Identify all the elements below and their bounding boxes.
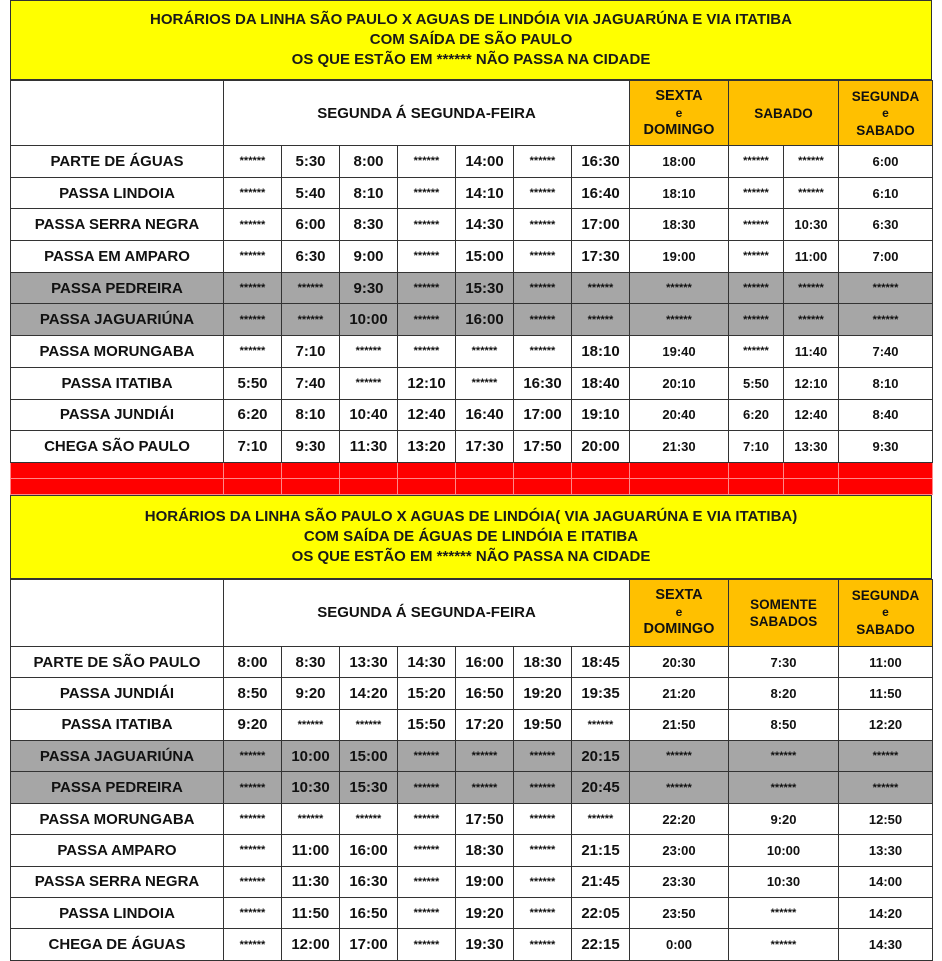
schedule-row: [11, 304, 933, 336]
time-cell: ******: [282, 272, 340, 304]
time-cell: ******: [729, 209, 784, 241]
time-cell: ******: [224, 241, 282, 273]
time-cell: 18:10: [572, 336, 630, 368]
hdr-text: DOMINGO: [643, 121, 715, 138]
time-cell: 11:00: [282, 835, 340, 866]
time-cell: 8:30: [340, 209, 398, 241]
time-cell: 20:45: [572, 772, 630, 803]
time-cell: ******: [514, 835, 572, 866]
time-cell: ******: [398, 146, 456, 178]
time-cell: 12:20: [839, 709, 933, 740]
hdr-text: e: [675, 105, 683, 120]
schedule-row: [11, 772, 933, 803]
time-cell: 10:30: [784, 209, 839, 241]
time-cell: ******: [224, 866, 282, 897]
stop-name: CHEGA DE ÁGUAS: [11, 929, 224, 960]
time-cell: 15:00: [456, 241, 514, 273]
stop-name: PASSA MORUNGABA: [11, 336, 224, 368]
time-cell: ******: [514, 741, 572, 772]
schedule-row: [11, 367, 933, 399]
time-cell: 14:00: [456, 146, 514, 178]
time-cell: ******: [224, 177, 282, 209]
time-cell: ******: [514, 336, 572, 368]
time-cell: 14:00: [839, 866, 933, 897]
time-cell: 18:40: [572, 367, 630, 399]
time-cell: 0:00: [630, 929, 729, 960]
time-cell: 10:30: [282, 772, 340, 803]
time-cell: 18:45: [572, 646, 630, 677]
time-cell: 10:00: [282, 741, 340, 772]
time-cell: ******: [224, 929, 282, 960]
stop-name: PASSA PEDREIRA: [11, 772, 224, 803]
time-cell: 14:30: [398, 646, 456, 677]
time-cell: 19:30: [456, 929, 514, 960]
time-cell: ******: [514, 177, 572, 209]
time-cell: 10:00: [729, 835, 839, 866]
time-cell: 18:30: [456, 835, 514, 866]
time-cell: 12:00: [282, 929, 340, 960]
time-cell: 18:30: [630, 209, 729, 241]
time-cell: 17:00: [514, 399, 572, 431]
time-cell: 19:35: [572, 678, 630, 709]
schedule-row: [11, 646, 933, 677]
time-cell: ******: [729, 272, 784, 304]
time-cell: ******: [398, 741, 456, 772]
time-cell: 21:30: [630, 431, 729, 463]
time-cell: 12:10: [398, 367, 456, 399]
time-cell: 16:40: [456, 399, 514, 431]
schedule-row: [11, 431, 933, 463]
time-cell: ******: [398, 866, 456, 897]
time-cell: 6:00: [282, 209, 340, 241]
time-cell: 20:10: [630, 367, 729, 399]
time-cell: 22:05: [572, 898, 630, 929]
time-cell: ******: [572, 709, 630, 740]
time-cell: 19:00: [630, 241, 729, 273]
time-cell: 8:00: [224, 646, 282, 677]
schedule-row: [11, 709, 933, 740]
time-cell: 8:40: [839, 399, 933, 431]
time-cell: 8:50: [224, 678, 282, 709]
top-header-friday-sunday: [630, 81, 729, 146]
time-cell: ******: [839, 272, 933, 304]
time-cell: 23:00: [630, 835, 729, 866]
time-cell: 6:10: [839, 177, 933, 209]
time-cell: 5:50: [224, 367, 282, 399]
stop-name: PASSA SERRA NEGRA: [11, 209, 224, 241]
time-cell: 16:30: [514, 367, 572, 399]
time-cell: 15:00: [340, 741, 398, 772]
time-cell: 13:20: [398, 431, 456, 463]
stop-name: PASSA LINDOIA: [11, 898, 224, 929]
time-cell: 8:10: [839, 367, 933, 399]
time-cell: 14:20: [340, 678, 398, 709]
schedule-row: [11, 678, 933, 709]
top-schedule-table: [10, 80, 933, 495]
time-cell: ******: [398, 336, 456, 368]
time-cell: ******: [398, 272, 456, 304]
time-cell: ******: [224, 272, 282, 304]
time-cell: ******: [572, 304, 630, 336]
time-cell: 17:00: [572, 209, 630, 241]
time-cell: 16:00: [456, 646, 514, 677]
time-cell: 19:10: [572, 399, 630, 431]
time-cell: 20:15: [572, 741, 630, 772]
time-cell: ******: [224, 772, 282, 803]
time-cell: 19:40: [630, 336, 729, 368]
time-cell: 7:30: [729, 646, 839, 677]
time-cell: ******: [729, 772, 839, 803]
time-cell: 16:30: [572, 146, 630, 178]
time-cell: ******: [398, 929, 456, 960]
time-cell: 11:30: [282, 866, 340, 897]
stop-name: PARTE DE SÃO PAULO: [11, 646, 224, 677]
hdr-text: SEXTA: [655, 87, 703, 104]
stop-name: CHEGA SÃO PAULO: [11, 431, 224, 463]
time-cell: ******: [398, 177, 456, 209]
time-cell: 14:20: [839, 898, 933, 929]
top-title-line-1: HORÁRIOS DA LINHA SÃO PAULO X AGUAS DE LINDÓIA VIA JAGUARÚNA E VIA ITATIBA: [150, 11, 792, 28]
time-cell: 13:30: [839, 835, 933, 866]
schedule-row: [11, 146, 933, 178]
time-cell: 5:30: [282, 146, 340, 178]
time-cell: 20:40: [630, 399, 729, 431]
time-cell: 15:30: [340, 772, 398, 803]
time-cell: ******: [340, 367, 398, 399]
stop-name: PASSA ITATIBA: [11, 709, 224, 740]
time-cell: ******: [224, 741, 282, 772]
time-cell: 20:00: [572, 431, 630, 463]
time-cell: 21:50: [630, 709, 729, 740]
hdr-text: e: [675, 605, 683, 620]
top-header-monday-saturday: [839, 81, 933, 146]
time-cell: 18:10: [630, 177, 729, 209]
hdr-text: SABADO: [856, 122, 915, 138]
schedule-row: [11, 741, 933, 772]
hdr-text: e: [882, 605, 889, 620]
time-cell: 16:00: [456, 304, 514, 336]
bottom-schedule-table: [10, 579, 933, 961]
top-header-weekday: SEGUNDA Á SEGUNDA-FEIRA: [224, 81, 630, 146]
schedule-document: [10, 0, 932, 961]
time-cell: ******: [630, 741, 729, 772]
time-cell: 9:20: [282, 678, 340, 709]
time-cell: 23:50: [630, 898, 729, 929]
time-cell: ******: [784, 304, 839, 336]
stop-name: PASSA AMPARO: [11, 835, 224, 866]
time-cell: 11:30: [340, 431, 398, 463]
time-cell: 12:40: [784, 399, 839, 431]
time-cell: ******: [282, 803, 340, 834]
schedule-row: [11, 866, 933, 897]
time-cell: ******: [224, 209, 282, 241]
time-cell: 21:20: [630, 678, 729, 709]
time-cell: ******: [282, 304, 340, 336]
hdr-text: SEGUNDA: [851, 588, 920, 604]
time-cell: ******: [398, 835, 456, 866]
time-cell: 7:40: [282, 367, 340, 399]
time-cell: ******: [729, 241, 784, 273]
time-cell: 8:30: [282, 646, 340, 677]
time-cell: ******: [729, 929, 839, 960]
time-cell: ******: [514, 241, 572, 273]
separator-row: [11, 462, 933, 478]
bottom-title-line-1: HORÁRIOS DA LINHA SÃO PAULO X AGUAS DE LINDÓIA( VIA JAGUARÚNA E VIA ITATIBA): [144, 507, 798, 525]
bottom-header-saturday: [729, 579, 839, 646]
schedule-row: [11, 272, 933, 304]
time-cell: 16:50: [456, 678, 514, 709]
stop-name: PASSA PEDREIRA: [11, 272, 224, 304]
time-cell: ******: [839, 741, 933, 772]
time-cell: 8:20: [729, 678, 839, 709]
time-cell: 19:20: [456, 898, 514, 929]
stop-name: PASSA SERRA NEGRA: [11, 866, 224, 897]
time-cell: ******: [224, 898, 282, 929]
time-cell: 11:50: [839, 678, 933, 709]
time-cell: 14:30: [456, 209, 514, 241]
time-cell: 11:00: [839, 646, 933, 677]
time-cell: ******: [839, 304, 933, 336]
time-cell: ******: [784, 177, 839, 209]
time-cell: 7:10: [729, 431, 784, 463]
time-cell: 17:30: [456, 431, 514, 463]
time-cell: 23:30: [630, 866, 729, 897]
time-cell: 8:10: [282, 399, 340, 431]
schedule-row: [11, 177, 933, 209]
time-cell: 17:50: [514, 431, 572, 463]
time-cell: ******: [456, 772, 514, 803]
time-cell: 22:15: [572, 929, 630, 960]
time-cell: ******: [630, 772, 729, 803]
top-title-line-2: COM SAÍDA DE SÃO PAULO: [369, 31, 573, 48]
time-cell: ******: [729, 898, 839, 929]
time-cell: 21:45: [572, 866, 630, 897]
time-cell: 16:40: [572, 177, 630, 209]
time-cell: 16:00: [340, 835, 398, 866]
bottom-header-blank: [11, 579, 224, 646]
time-cell: 7:10: [282, 336, 340, 368]
time-cell: ******: [514, 146, 572, 178]
stop-name: PASSA ITATIBA: [11, 367, 224, 399]
time-cell: ******: [729, 177, 784, 209]
time-cell: 8:00: [340, 146, 398, 178]
time-cell: 17:20: [456, 709, 514, 740]
top-header-blank: [11, 81, 224, 146]
time-cell: 15:20: [398, 678, 456, 709]
time-cell: 10:00: [340, 304, 398, 336]
stop-name: PASSA JAGUARIÚNA: [11, 741, 224, 772]
time-cell: 9:20: [224, 709, 282, 740]
time-cell: ******: [572, 803, 630, 834]
time-cell: ******: [224, 146, 282, 178]
hdr-text: SABADOS: [749, 613, 818, 629]
time-cell: 5:40: [282, 177, 340, 209]
time-cell: 11:50: [282, 898, 340, 929]
schedule-row: [11, 803, 933, 834]
time-cell: 11:00: [784, 241, 839, 273]
hdr-text: SEGUNDA: [851, 88, 920, 104]
stop-name: PASSA EM AMPARO: [11, 241, 224, 273]
time-cell: 19:20: [514, 678, 572, 709]
time-cell: 12:40: [398, 399, 456, 431]
bottom-header-monday-saturday: [839, 579, 933, 646]
time-cell: 12:50: [839, 803, 933, 834]
time-cell: 7:40: [839, 336, 933, 368]
time-cell: 9:30: [340, 272, 398, 304]
time-cell: 9:00: [340, 241, 398, 273]
stop-name: PASSA MORUNGABA: [11, 803, 224, 834]
time-cell: ******: [514, 866, 572, 897]
time-cell: ******: [630, 304, 729, 336]
schedule-row: [11, 898, 933, 929]
time-cell: ******: [514, 772, 572, 803]
time-cell: 7:00: [839, 241, 933, 273]
time-cell: ******: [224, 835, 282, 866]
time-cell: 9:20: [729, 803, 839, 834]
time-cell: ******: [398, 898, 456, 929]
time-cell: 22:20: [630, 803, 729, 834]
time-cell: 6:20: [729, 399, 784, 431]
time-cell: ******: [340, 709, 398, 740]
time-cell: ******: [514, 209, 572, 241]
time-cell: ******: [729, 146, 784, 178]
time-cell: ******: [224, 304, 282, 336]
top-header-saturday: SABADO: [729, 81, 839, 146]
time-cell: ******: [282, 709, 340, 740]
stop-name: PASSA LINDOIA: [11, 177, 224, 209]
time-cell: ******: [514, 898, 572, 929]
schedule-row: [11, 399, 933, 431]
time-cell: 18:30: [514, 646, 572, 677]
hdr-text: DOMINGO: [643, 621, 715, 638]
time-cell: ******: [839, 772, 933, 803]
time-cell: 16:30: [340, 866, 398, 897]
time-cell: 19:00: [456, 866, 514, 897]
time-cell: ******: [456, 336, 514, 368]
top-title-banner: [10, 0, 932, 80]
time-cell: 9:30: [282, 431, 340, 463]
time-cell: 8:10: [340, 177, 398, 209]
time-cell: 17:50: [456, 803, 514, 834]
time-cell: 12:10: [784, 367, 839, 399]
hdr-text: SOMENTE: [750, 596, 817, 612]
time-cell: 21:15: [572, 835, 630, 866]
bottom-title-banner: [10, 495, 932, 579]
schedule-row: [11, 241, 933, 273]
time-cell: ******: [398, 803, 456, 834]
time-cell: ******: [784, 272, 839, 304]
time-cell: 5:50: [729, 367, 784, 399]
time-cell: ******: [398, 241, 456, 273]
schedule-row: [11, 929, 933, 960]
top-title-line-3: OS QUE ESTÃO EM ****** NÃO PASSA NA CIDADE: [291, 51, 651, 68]
bottom-title-line-2: COM SAÍDA DE ÁGUAS DE LINDÓIA E ITATIBA: [303, 527, 639, 545]
time-cell: 20:30: [630, 646, 729, 677]
schedule-row: [11, 209, 933, 241]
time-cell: 17:00: [340, 929, 398, 960]
time-cell: 13:30: [784, 431, 839, 463]
time-cell: ******: [398, 772, 456, 803]
time-cell: 13:30: [340, 646, 398, 677]
bottom-header-friday-sunday: [630, 579, 729, 646]
hdr-text: SABADO: [856, 622, 915, 638]
time-cell: ******: [729, 304, 784, 336]
time-cell: 9:30: [839, 431, 933, 463]
separator-row: [11, 478, 933, 494]
time-cell: 7:10: [224, 431, 282, 463]
bottom-header-weekday: SEGUNDA Á SEGUNDA-FEIRA: [224, 579, 630, 646]
time-cell: 15:30: [456, 272, 514, 304]
time-cell: ******: [729, 336, 784, 368]
time-cell: 16:50: [340, 898, 398, 929]
time-cell: ******: [514, 803, 572, 834]
time-cell: 17:30: [572, 241, 630, 273]
time-cell: ******: [630, 272, 729, 304]
time-cell: ******: [224, 336, 282, 368]
hdr-text: SEXTA: [655, 587, 703, 604]
time-cell: ******: [340, 336, 398, 368]
time-cell: ******: [340, 803, 398, 834]
schedule-row: [11, 336, 933, 368]
time-cell: ******: [398, 304, 456, 336]
time-cell: 10:40: [340, 399, 398, 431]
stop-name: PARTE DE ÁGUAS: [11, 146, 224, 178]
time-cell: 18:00: [630, 146, 729, 178]
time-cell: 6:30: [839, 209, 933, 241]
time-cell: ******: [514, 272, 572, 304]
time-cell: 15:50: [398, 709, 456, 740]
schedule-row: [11, 835, 933, 866]
time-cell: 19:50: [514, 709, 572, 740]
time-cell: ******: [398, 209, 456, 241]
time-cell: 6:20: [224, 399, 282, 431]
time-cell: ******: [514, 304, 572, 336]
time-cell: 10:30: [729, 866, 839, 897]
time-cell: 11:40: [784, 336, 839, 368]
time-cell: ******: [514, 929, 572, 960]
time-cell: 6:30: [282, 241, 340, 273]
stop-name: PASSA JUNDIÁI: [11, 399, 224, 431]
time-cell: ******: [784, 146, 839, 178]
hdr-text: e: [882, 105, 889, 120]
time-cell: 8:50: [729, 709, 839, 740]
bottom-title-line-3: OS QUE ESTÃO EM ****** NÃO PASSA NA CIDADE: [291, 547, 651, 565]
stop-name: PASSA JAGUARIÚNA: [11, 304, 224, 336]
stop-name: PASSA JUNDIÁI: [11, 678, 224, 709]
time-cell: ******: [729, 741, 839, 772]
time-cell: ******: [456, 741, 514, 772]
time-cell: ******: [456, 367, 514, 399]
time-cell: 6:00: [839, 146, 933, 178]
time-cell: ******: [224, 803, 282, 834]
time-cell: 14:30: [839, 929, 933, 960]
time-cell: ******: [572, 272, 630, 304]
time-cell: 14:10: [456, 177, 514, 209]
